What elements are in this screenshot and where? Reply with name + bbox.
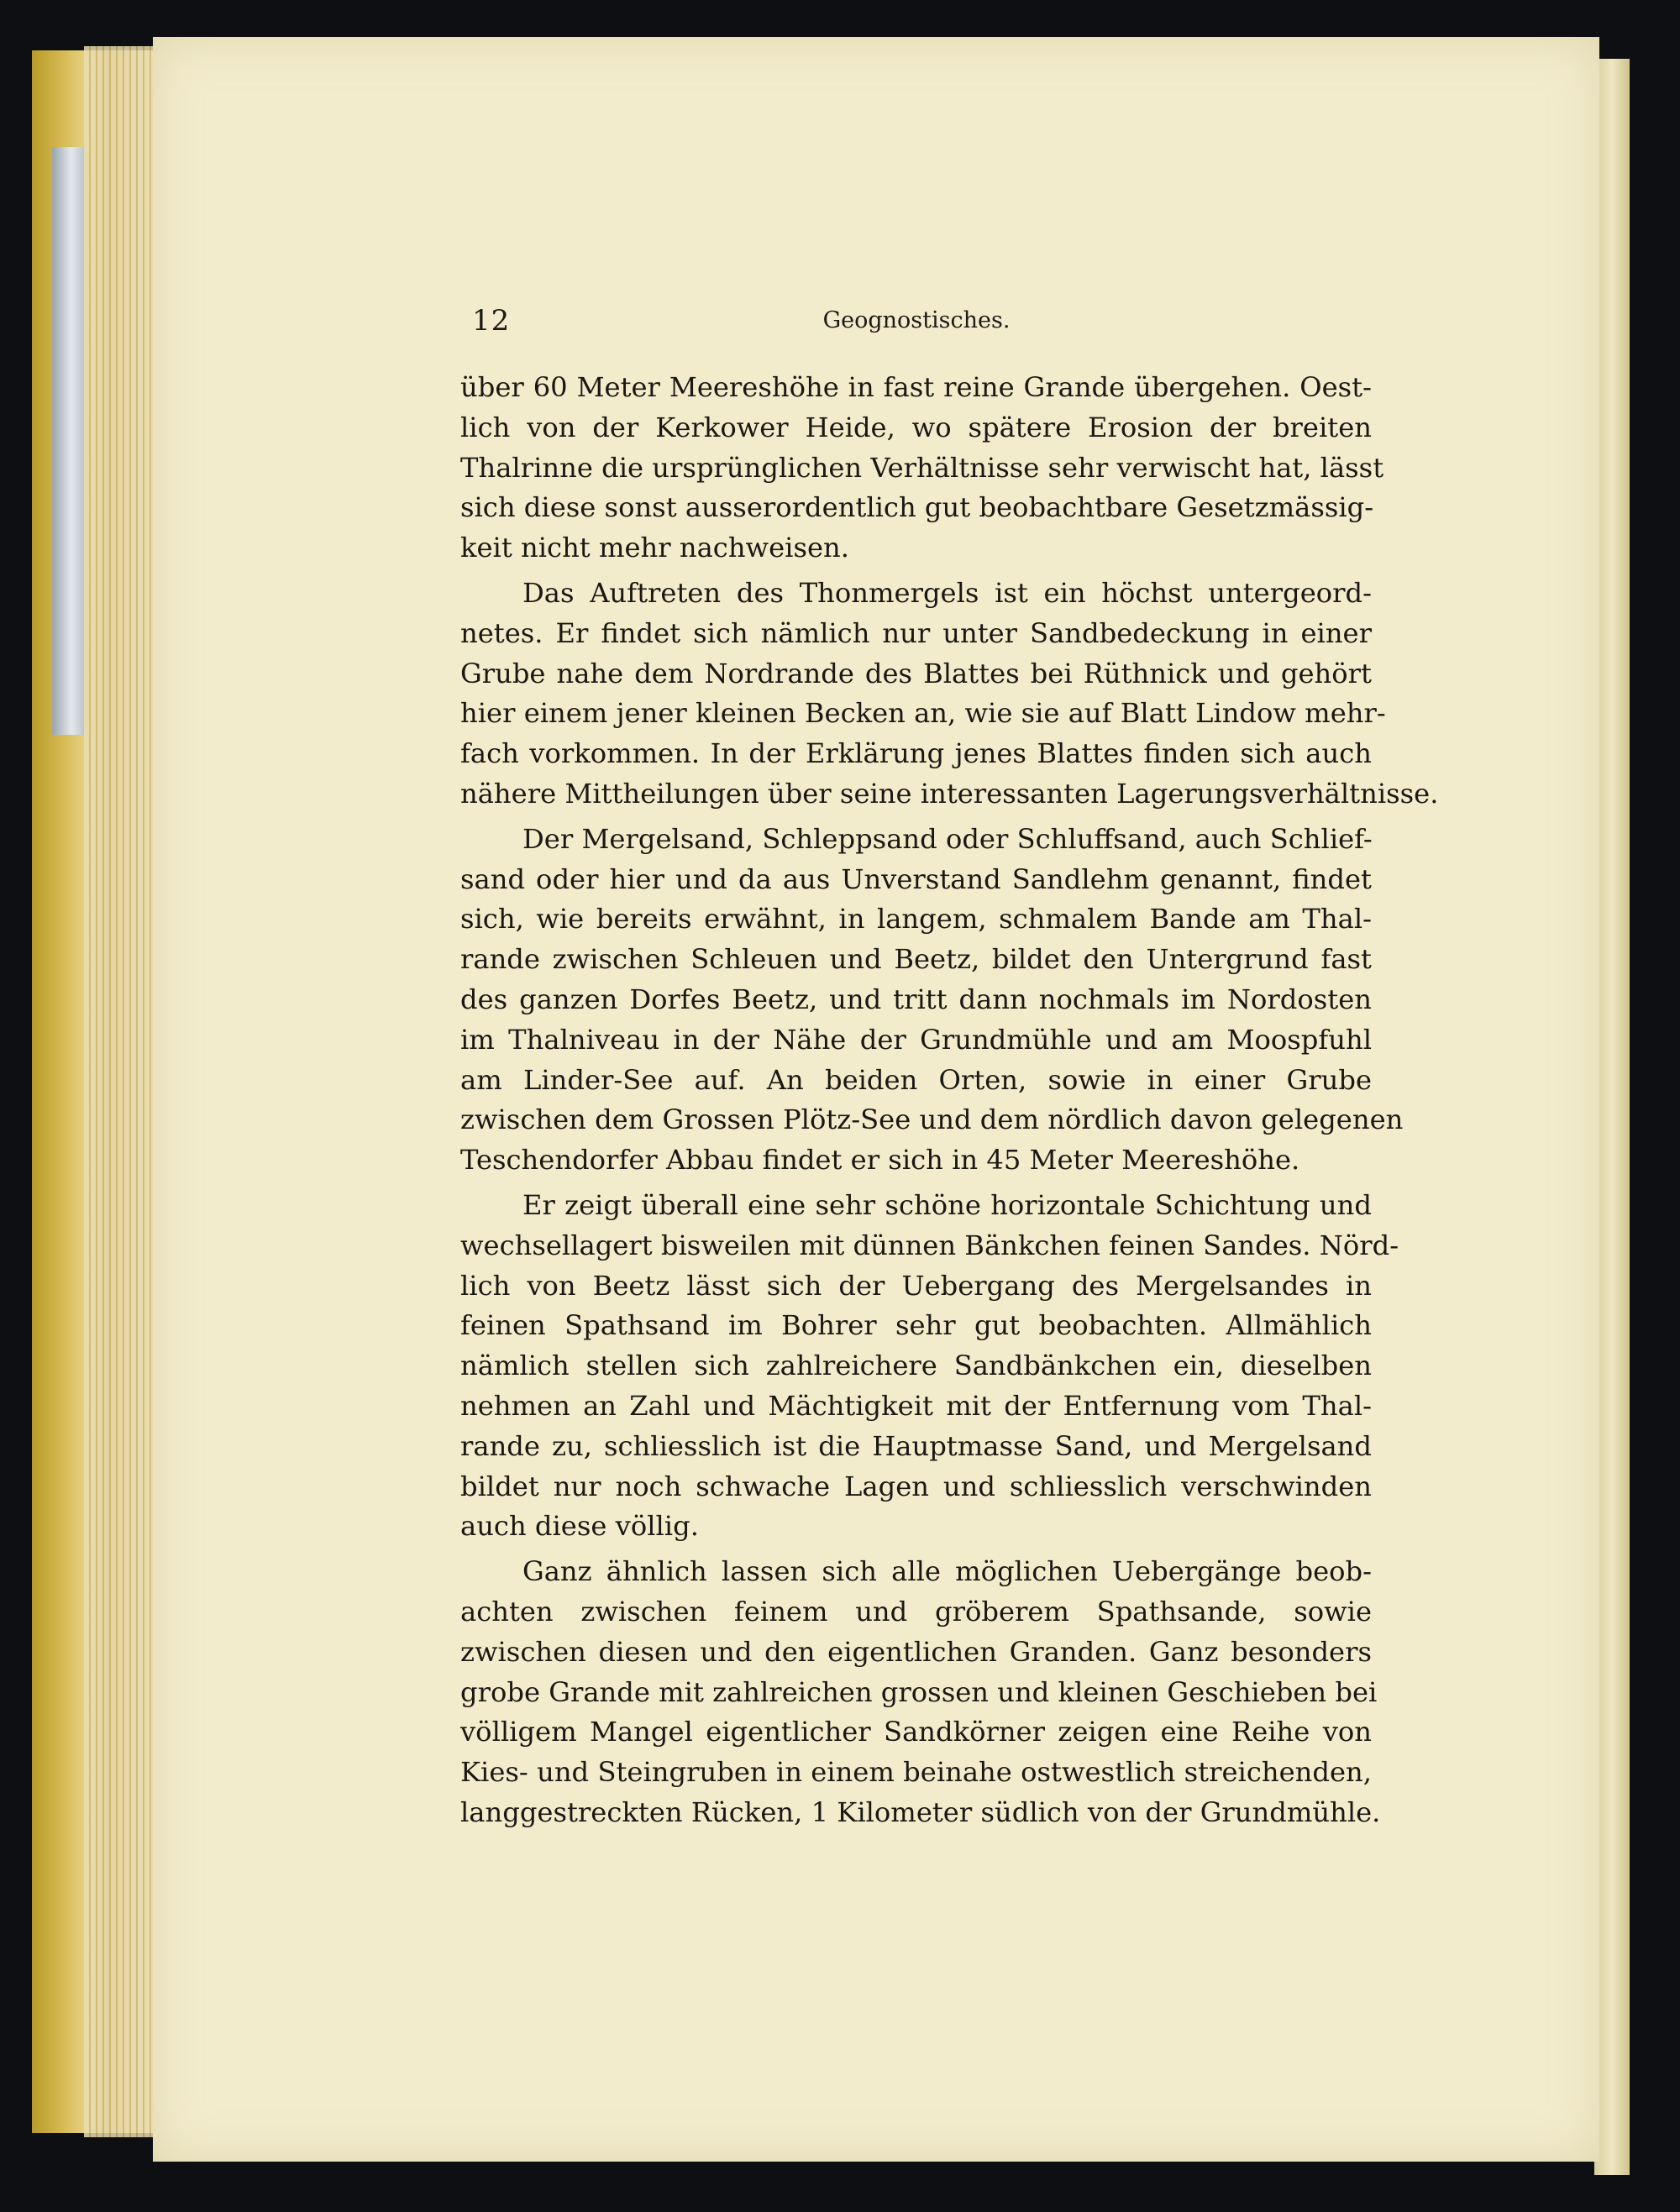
text-line: grobe Grande mit zahlreichen grossen und kleinen Geschieben bei	[460, 1675, 1378, 1708]
text-line: sich diese sonst ausserordentlich gut beobachtbare Gesetzmässig-	[460, 491, 1374, 524]
text-line: über 60 Meter Meereshöhe in fast reine Grande übergehen. Oest-	[460, 371, 1372, 403]
text-line: nehmen an Zahl und Mächtigkeit mit der Entfernung vom Thal-	[460, 1389, 1372, 1422]
paragraph-3	[460, 820, 1404, 1181]
text-line: auch diese völlig.	[460, 1510, 699, 1543]
facing-page-edge	[1594, 59, 1630, 2175]
text-line: wechsellagert bisweilen mit dünnen Bänkchen feinen Sandes. Nörd-	[460, 1229, 1399, 1261]
page-header	[472, 304, 1361, 346]
text-line: sich, wie bereits erwähnt, in langem, schmalem Bande am Thal-	[460, 903, 1372, 936]
text-line: rande zwischen Schleuen und Beetz, bildet den Untergrund fast	[460, 943, 1372, 976]
text-line: Ganz ähnlich lassen sich alle möglichen Uebergänge beob-	[522, 1555, 1372, 1588]
text-line: hier einem jener kleinen Becken an, wie sie auf Blatt Lindow mehr-	[460, 697, 1386, 730]
stacked-page-edges	[84, 46, 160, 2137]
text-line: im Thalniveau in der Nähe der Grundmühle und am Moospfuhl	[460, 1023, 1372, 1056]
text-line: Thalrinne die ursprünglichen Verhältnisse sehr verwischt hat, lässt	[460, 451, 1384, 484]
text-line: zwischen dem Grossen Plötz-See und dem nördlich davon gelegenen	[460, 1103, 1404, 1136]
running-title: Geognostisches.	[822, 307, 1011, 333]
paragraph-2	[460, 574, 1439, 815]
text-line: sand oder hier und da aus Unverstand Sandlehm genannt, findet	[460, 862, 1372, 895]
text-line: rande zu, schliesslich ist die Hauptmasse Sand, und Mergelsand	[460, 1429, 1372, 1462]
text-line: Teschendorfer Abbau findet er sich in 45 Meter Meereshöhe.	[460, 1144, 1300, 1177]
text-line: keit nicht mehr nachweisen.	[460, 532, 849, 564]
text-line: völligem Mangel eigentlicher Sandkörner zeigen eine Reihe von	[460, 1716, 1372, 1748]
text-line: nämlich stellen sich zahlreichere Sandbänkchen ein, dieselben	[460, 1350, 1372, 1382]
page-tab-marker	[52, 147, 84, 735]
text-line: bildet nur noch schwache Lagen und schliesslich verschwinden	[460, 1470, 1372, 1502]
text-line: des ganzen Dorfes Beetz, und tritt dann nochmals im Nordosten	[460, 983, 1372, 1015]
text-line: Kies- und Steingruben in einem beinahe ostwestlich streichenden,	[460, 1756, 1372, 1789]
text-line: am Linder-See auf. An beiden Orten, sowie in einer Grube	[460, 1063, 1372, 1096]
text-line: netes. Er findet sich nämlich nur unter Sandbedeckung in einer	[460, 616, 1372, 649]
text-line: Grube nahe dem Nordrande des Blattes bei Rüthnick und gehört	[460, 657, 1372, 689]
text-line: zwischen diesen und den eigentlichen Granden. Ganz besonders	[460, 1635, 1372, 1668]
text-line: achten zwischen feinem und gröberem Spathsande, sowie	[460, 1595, 1372, 1628]
page-number: 12	[472, 304, 511, 338]
text-line: fach vorkommen. In der Erklärung jenes Blattes finden sich auch	[460, 737, 1372, 770]
paragraph-5	[460, 1552, 1381, 1833]
text-line: lich von Beetz lässt sich der Uebergang des Mergelsandes in	[460, 1269, 1372, 1302]
paragraph-1	[460, 368, 1384, 569]
text-line: langgestreckten Rücken, 1 Kilometer südlich von der Grundmühle.	[460, 1795, 1381, 1828]
text-line: feinen Spathsand im Bohrer sehr gut beobachten. Allmählich	[460, 1309, 1372, 1342]
text-line: Der Mergelsand, Schleppsand oder Schluffsand, auch Schlief-	[522, 822, 1373, 855]
text-line: lich von der Kerkower Heide, wo spätere Erosion der breiten	[460, 411, 1372, 443]
body-text	[460, 368, 1439, 1833]
paragraph-4	[460, 1186, 1399, 1547]
text-line: Das Auftreten des Thonmergels ist ein höchst untergeord-	[522, 576, 1372, 609]
text-line: Er zeigt überall eine sehr schöne horizontale Schichtung und	[522, 1188, 1372, 1221]
text-line: nähere Mittheilungen über seine interessanten Lagerungsverhältnisse.	[460, 777, 1439, 810]
